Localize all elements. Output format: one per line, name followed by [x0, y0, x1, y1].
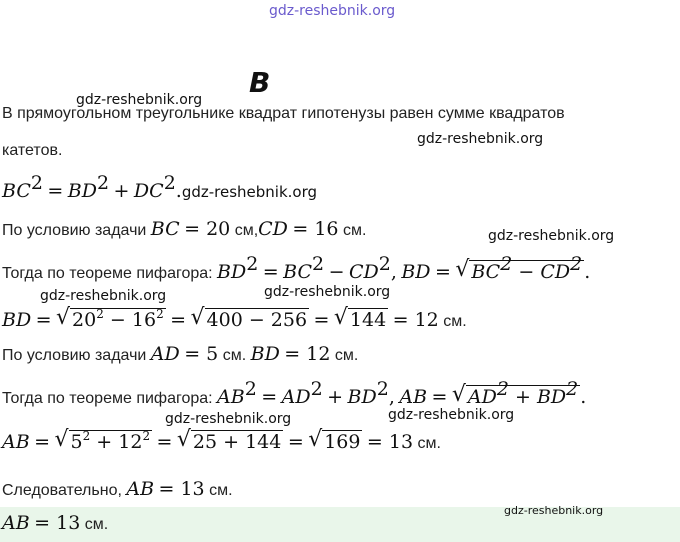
radicand: 25 + 144 — [192, 431, 282, 453]
watermark: gdz-reshebnik.org — [488, 228, 615, 244]
unit-text: см. — [330, 347, 359, 364]
equals-sign: = — [47, 180, 64, 202]
var-ab: AB — [126, 478, 155, 500]
minus-sign: − — [109, 309, 126, 331]
watermark: gdz-reshebnik.org — [76, 92, 203, 108]
var-ad: AD — [150, 343, 180, 365]
period: . — [580, 386, 587, 408]
conclusion-line — [2, 478, 233, 500]
sqrt-expression — [56, 308, 166, 331]
unit-text: см. — [413, 435, 441, 452]
result-value: = 13 — [366, 431, 414, 453]
value-cd: = 16 — [292, 218, 339, 240]
condition-text: По условию задачи — [2, 222, 151, 239]
sqrt-expression — [334, 308, 388, 331]
formula-pythagoras — [2, 172, 318, 202]
plus-sign: + — [327, 386, 344, 408]
watermark-top: gdz-reshebnik.org — [269, 3, 396, 19]
condition-line-2 — [2, 343, 358, 365]
value-ad: = 5 — [184, 343, 219, 365]
value-bc: = 20 — [184, 218, 231, 240]
answer-value: = 13 — [34, 512, 81, 534]
var-bd: BD — [217, 261, 247, 283]
result-value: = 13 — [158, 478, 205, 500]
var-dc: DC — [133, 180, 164, 202]
exponent: 2 — [142, 429, 151, 443]
var-bc: BC — [283, 261, 313, 283]
plus-sign: + — [514, 386, 531, 408]
exponent: 2 — [496, 378, 509, 400]
var-bc: BC — [150, 218, 180, 240]
radicand: 144 — [349, 309, 387, 331]
var-ab: AB — [2, 512, 30, 534]
exponent: 2 — [244, 378, 257, 400]
var-cd: CD — [540, 261, 571, 283]
exponent: 2 — [566, 378, 579, 400]
unit-text: см. — [438, 313, 467, 330]
var-cd: CD — [258, 218, 288, 240]
var-bd: BD — [347, 386, 377, 408]
comma: , — [388, 386, 395, 408]
var-bd: BD — [2, 309, 32, 331]
equals-sign: = — [35, 309, 52, 331]
exponent: 2 — [378, 253, 391, 275]
unit-text: см, — [230, 222, 259, 239]
comma: , — [390, 261, 397, 283]
var-ab: AB — [217, 386, 245, 408]
radicand: 400 − 256 — [206, 309, 308, 331]
minus-sign: − — [328, 261, 345, 283]
sqrt-expression — [308, 430, 362, 453]
equals-sign: = — [287, 431, 304, 453]
var-bc: BC — [471, 261, 501, 283]
equals-sign: = — [170, 309, 187, 331]
sqrt-expression — [177, 430, 283, 453]
watermark: gdz-reshebnik.org — [504, 504, 604, 517]
var-bd: BD — [67, 180, 97, 202]
equals-sign: = — [431, 386, 448, 408]
var-ad: AD — [281, 386, 311, 408]
number: 12 — [118, 431, 143, 453]
number: 5 — [70, 431, 83, 453]
sqrt-expression — [191, 308, 310, 331]
var-ab: AB — [399, 386, 428, 408]
var-cd: CD — [348, 261, 379, 283]
var-bd: BD — [536, 386, 567, 408]
sqrt-expression — [455, 253, 584, 283]
period: . — [584, 261, 591, 283]
unit-text: см. — [218, 347, 251, 364]
calculation-line-1 — [2, 308, 467, 331]
equals-sign: = — [313, 309, 330, 331]
sqrt-expression — [55, 430, 153, 453]
answer-line — [2, 512, 108, 534]
equals-sign: = — [156, 431, 173, 453]
exponent: 2 — [570, 253, 583, 275]
exponent: 2 — [310, 378, 323, 400]
exponent: 2 — [156, 307, 164, 321]
watermark: gdz-reshebnik.org — [165, 411, 292, 427]
period: . — [175, 180, 182, 202]
unit-text: см. — [338, 222, 367, 239]
plus-sign: + — [113, 180, 130, 202]
theorem-text: Тогда по теореме пифагора: — [2, 265, 218, 282]
watermark: gdz-reshebnik.org — [417, 131, 544, 147]
theorem-text: Тогда по теореме пифагора: — [2, 390, 218, 407]
sqrt-expression — [452, 378, 580, 408]
exponent: 2 — [312, 253, 325, 275]
exponent: 2 — [96, 172, 110, 194]
var-bd: BD — [250, 343, 280, 365]
var-bc: BC — [2, 180, 31, 202]
var-ab: AB — [2, 431, 30, 453]
plus-sign: + — [96, 431, 113, 453]
exponent: 2 — [163, 172, 176, 194]
var-ad: AD — [467, 386, 497, 408]
statement-line-2: катетов. — [2, 142, 63, 159]
exponent: 2 — [246, 253, 259, 275]
exponent: 2 — [82, 429, 91, 443]
number: 20 — [72, 309, 97, 331]
equals-sign: = — [262, 261, 279, 283]
statement-line-1: В прямоугольном треугольнике квадрат гипотенузы равен сумме квадратов — [2, 105, 565, 122]
equals-sign: = — [34, 431, 51, 453]
exponent: 2 — [96, 307, 104, 321]
watermark: gdz-reshebnik.org — [40, 288, 167, 304]
number: 16 — [131, 309, 157, 331]
unit-text: см. — [204, 482, 233, 499]
value-bd: = 12 — [284, 343, 331, 365]
exponent: 2 — [30, 172, 43, 194]
var-bd: BD — [401, 261, 431, 283]
result-value: = 12 — [392, 309, 439, 331]
watermark: gdz-reshebnik.org — [388, 407, 515, 423]
calculation-line-2 — [2, 430, 441, 453]
section-heading: В — [249, 66, 271, 99]
conclusion-text: Следовательно, — [2, 482, 127, 499]
watermark: gdz-reshebnik.org — [181, 183, 318, 201]
condition-line-1 — [2, 218, 366, 240]
minus-sign: − — [518, 261, 535, 283]
unit-text: см. — [80, 516, 109, 533]
exponent: 2 — [500, 253, 513, 275]
equals-sign: = — [434, 261, 451, 283]
radicand: 169 — [324, 431, 361, 453]
pythagoras-line-1 — [2, 253, 591, 283]
equals-sign: = — [261, 386, 278, 408]
condition-text: По условию задачи — [2, 347, 151, 364]
exponent: 2 — [376, 378, 389, 400]
pythagoras-line-2 — [2, 378, 587, 408]
watermark: gdz-reshebnik.org — [264, 284, 391, 300]
answer-box — [0, 504, 680, 542]
